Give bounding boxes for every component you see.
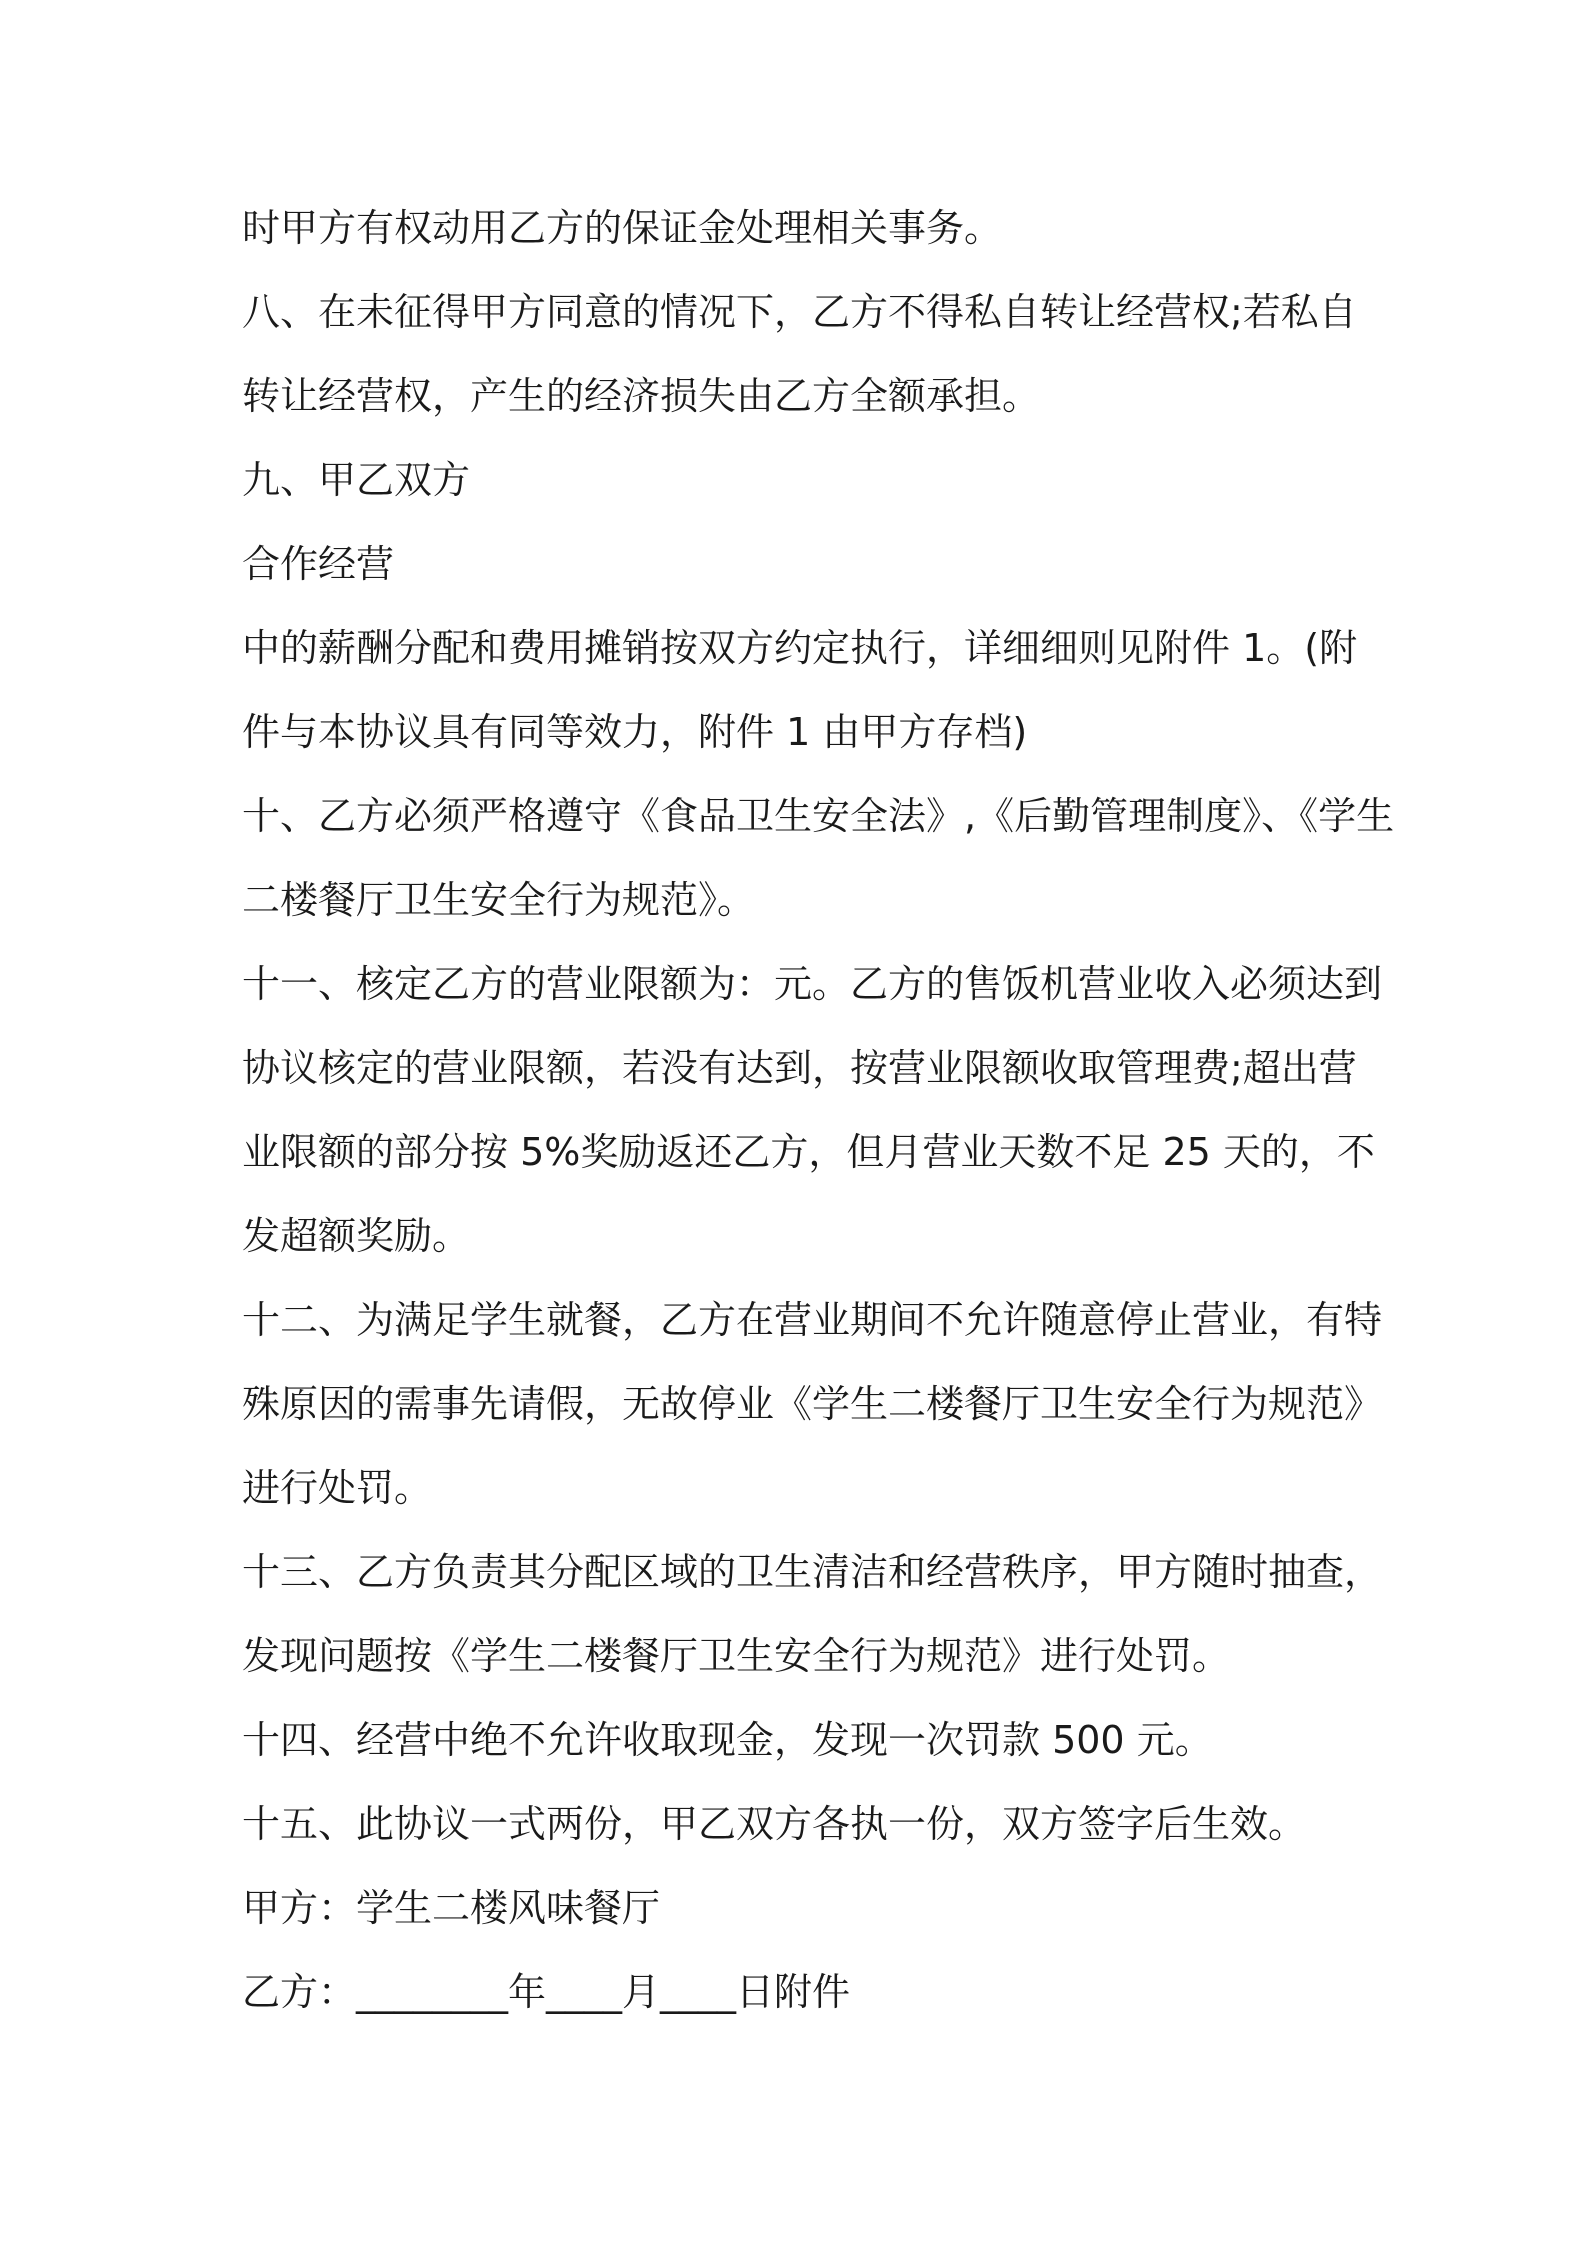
text-line: 合作经营 (242, 542, 395, 586)
text-line: 转让经营权，产生的经济损失由乙方全额承担。 (242, 374, 1041, 418)
text-line: 协议核定的营业限额，若没有达到，按营业限额收取管理费;超出营 (242, 1046, 1357, 1090)
text-line: 发超额奖励。 (242, 1214, 471, 1258)
text-line: 发现问题按《学生二楼餐厅卫生安全行为规范》进行处罚。 (242, 1634, 1231, 1678)
text-line: 殊原因的需事先请假，无故停业《学生二楼餐厅卫生安全行为规范》 (242, 1382, 1383, 1426)
text-line: 十一、核定乙方的营业限额为：元。乙方的售饭机营业收入必须达到 (242, 962, 1383, 1006)
text-line: 十三、乙方负责其分配区域的卫生清洁和经营秩序，甲方随时抽查， (242, 1550, 1383, 1594)
party-b-line: 乙方：________年____月____日附件 (242, 1970, 851, 2014)
text-line: 二楼餐厅卫生安全行为规范》。 (242, 878, 756, 922)
text-line: 十、乙方必须严格遵守《食品卫生安全法》,《后勤管理制度》、《学生 (242, 794, 1395, 838)
text-line: 九、甲乙双方 (242, 458, 471, 502)
text-line: 中的薪酬分配和费用摊销按双方约定执行，详细细则见附件 1。(附 (242, 626, 1358, 670)
text-line: 件与本协议具有同等效力，附件 1 由甲方存档) (242, 710, 1028, 754)
party-a-line: 甲方：学生二楼风味餐厅 (242, 1886, 661, 1930)
text-line: 进行处罚。 (242, 1466, 433, 1510)
text-line: 十五、此协议一式两份，甲乙双方各执一份，双方签字后生效。 (242, 1802, 1307, 1846)
text-line: 八、在未征得甲方同意的情况下，乙方不得私自转让经营权;若私自 (242, 290, 1357, 334)
text-line: 十二、为满足学生就餐，乙方在营业期间不允许随意停止营业，有特 (242, 1298, 1383, 1342)
text-line: 十四、经营中绝不允许收取现金，发现一次罚款 500 元。 (242, 1718, 1213, 1762)
text-line: 业限额的部分按 5%奖励返还乙方，但月营业天数不足 25 天的，不 (242, 1130, 1375, 1174)
text-line: 时甲方有权动用乙方的保证金处理相关事务。 (242, 206, 1003, 250)
